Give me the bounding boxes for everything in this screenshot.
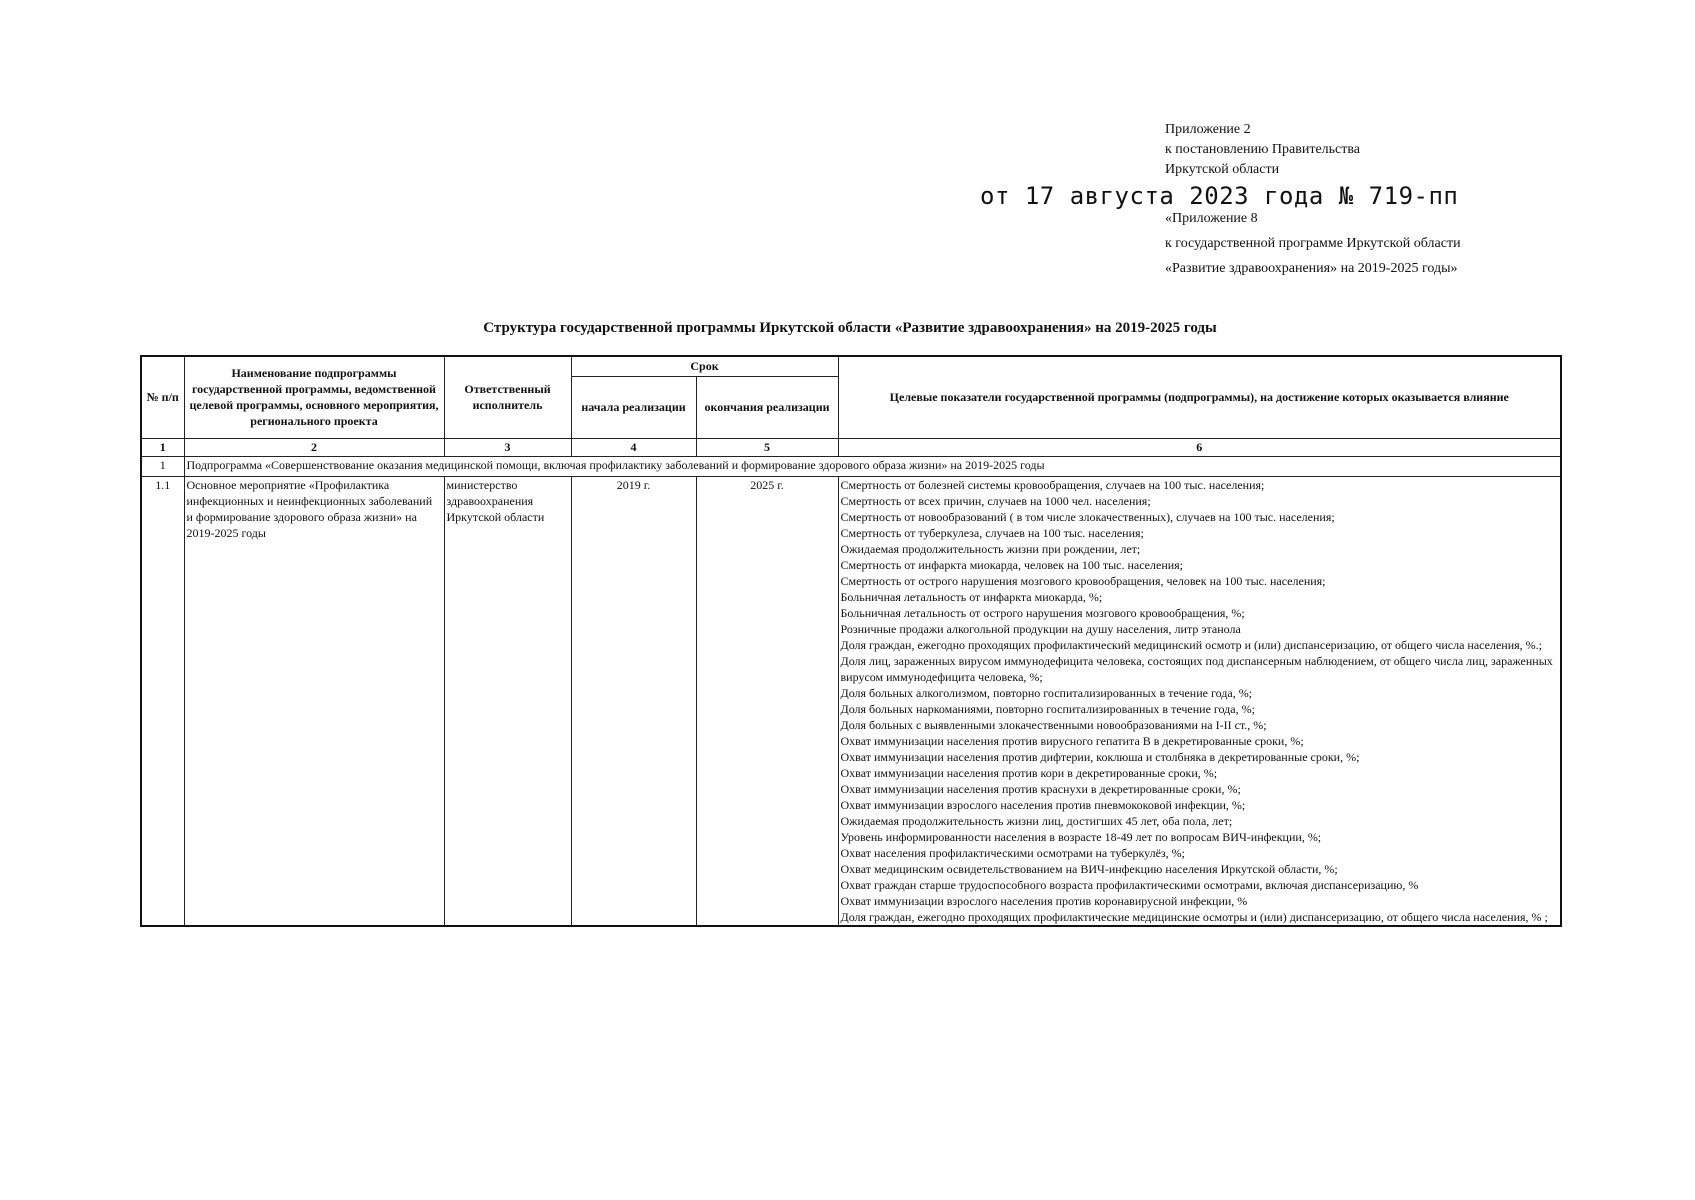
subprogram-row — [141, 456, 1561, 476]
document-title: Структура государственной программы Иркутской области «Развитие здравоохранения» на 2019-2025 годы — [483, 320, 1217, 336]
indicator-item: Охват граждан старше трудоспособного возраста профилактическими осмотрами, включая диспансеризацию, % — [840, 877, 1419, 892]
indicator-item: Охват иммунизации населения против краснухи в декретированные сроки, %; — [840, 781, 1241, 796]
header-start: начала реализации — [571, 376, 696, 438]
indicator-item: Доля лиц, зараженных вирусом иммунодефицита человека, состоящих под диспансерным наблюдением, от общего числа лиц, зараженных вирусом иммунодефицита человека, %; — [840, 653, 1553, 684]
indicator-item: Доля больных наркоманиями, повторно госпитализированных в течение года, %; — [840, 701, 1255, 716]
column-number: 2 — [184, 438, 444, 456]
row-num: 1.1 — [141, 476, 184, 926]
appendix-header — [1165, 120, 1360, 180]
column-number: 4 — [571, 438, 696, 456]
program-appendix-line: «Развитие здравоохранения» на 2019-2025 годы» — [1165, 261, 1458, 276]
row-name: Основное мероприятие «Профилактика инфекционных и неинфекционных заболеваний и формирование здорового образа жизни» на 2019-2025 годы — [184, 476, 444, 926]
indicator-item: Охват иммунизации населения против кори в декретированные сроки, %; — [840, 765, 1218, 780]
appendix-line: Приложение 2 — [1165, 122, 1251, 137]
header-indicators: Целевые показатели государственной программы (подпрограммы), на достижение которых оказывается влияние — [838, 356, 1561, 438]
indicator-item: Розничные продажи алкогольной продукции на душу населения, литр этанола — [840, 621, 1241, 636]
column-number: 3 — [444, 438, 571, 456]
indicator-item: Охват населения профилактическими осмотрами на туберкулёз, %; — [840, 845, 1185, 860]
column-number: 5 — [696, 438, 838, 456]
table-row — [141, 476, 1561, 926]
indicator-item: Смертность от инфаркта миокарда, человек на 100 тыс. населения; — [840, 557, 1184, 572]
indicator-item: Смертность от туберкулеза, случаев на 100 тыс. населения; — [840, 525, 1144, 540]
row-start: 2019 г. — [571, 476, 696, 926]
indicator-item: Уровень информированности населения в возрасте 18-49 лет по вопросам ВИЧ-инфекции, %; — [840, 829, 1322, 844]
appendix-line: к постановлению Правительства — [1165, 142, 1361, 157]
indicator-item: Смертность от острого нарушения мозгового кровообращения, человек на 100 тыс. населения; — [840, 573, 1326, 588]
indicator-item: Ожидаемая продолжительность жизни лиц, достигших 45 лет, оба пола, лет; — [840, 813, 1233, 828]
indicator-item: Охват иммунизации взрослого населения против пневмококовой инфекции, %; — [840, 797, 1246, 812]
indicator-item: Доля граждан, ежегодно проходящих профилактический медицинский осмотр и (или) диспансеризацию, от общего числа населения, %.; — [840, 637, 1542, 652]
header-executor: Ответственный исполнитель — [444, 356, 571, 438]
decree-stamp: от 17 августа 2023 года № 719-пп — [980, 182, 1459, 210]
indicator-item: Охват иммунизации взрослого населения против коронавирусной инфекции, % — [840, 893, 1248, 908]
row-end: 2025 г. — [696, 476, 838, 926]
header-term: Срок — [571, 356, 838, 376]
subprogram-title: Подпрограмма «Совершенствование оказания медицинской помощи, включая профилактику заболеваний и формирование здорового образа жизни» на 2019-2025 годы — [184, 456, 1561, 476]
indicator-item: Смертность от болезней системы кровообращения, случаев на 100 тыс. населения; — [840, 477, 1265, 492]
indicator-item: Больничная летальность от острого нарушения мозгового кровообращения, %; — [840, 605, 1245, 620]
indicator-item: Смертность от всех причин, случаев на 1000 чел. населения; — [840, 493, 1151, 508]
indicator-item: Охват иммунизации населения против дифтерии, коклюша и столбняка в декретированные сроки, %; — [840, 749, 1360, 764]
program-structure-table — [140, 355, 1562, 927]
header-num: № п/п — [141, 356, 184, 438]
column-number: 6 — [838, 438, 1561, 456]
program-appendix-line: к государственной программе Иркутской области — [1165, 236, 1461, 251]
indicator-item: Охват медицинским освидетельствованием на ВИЧ-инфекцию населения Иркутской области, %; — [840, 861, 1338, 876]
indicator-item: Доля больных с выявленными злокачественными новообразованиями на I-II ст., %; — [840, 717, 1267, 732]
indicator-item: Больничная летальность от инфаркта миокарда, %; — [840, 589, 1103, 604]
indicator-item: Охват иммунизации населения против вирусного гепатита В в декретированные сроки, %; — [840, 733, 1304, 748]
header-end: окончания реализации — [696, 376, 838, 438]
indicator-item: Ожидаемая продолжительность жизни при рождении, лет; — [840, 541, 1141, 556]
indicator-item: Доля больных алкоголизмом, повторно госпитализированных в течение года, %; — [840, 685, 1253, 700]
row-executor: министерство здравоохранения Иркутской области — [444, 476, 571, 926]
indicator-item: Смертность от новообразований ( в том числе злокачественных), случаев на 100 тыс. населения; — [840, 509, 1335, 524]
indicator-item: Доля граждан, ежегодно проходящих профилактические медицинские осмотры и (или) диспансеризацию, от общего числа населения, % ; — [840, 909, 1548, 924]
program-appendix-header — [1165, 206, 1461, 281]
subprogram-num: 1 — [141, 456, 184, 476]
appendix-line: Иркутской области — [1165, 162, 1280, 177]
header-name: Наименование подпрограммы государственной программы, ведомственной целевой программы, основного мероприятия, регионального проекта — [184, 356, 444, 438]
program-appendix-line: «Приложение 8 — [1165, 211, 1258, 226]
column-number: 1 — [141, 438, 184, 456]
row-indicators — [838, 476, 1561, 926]
